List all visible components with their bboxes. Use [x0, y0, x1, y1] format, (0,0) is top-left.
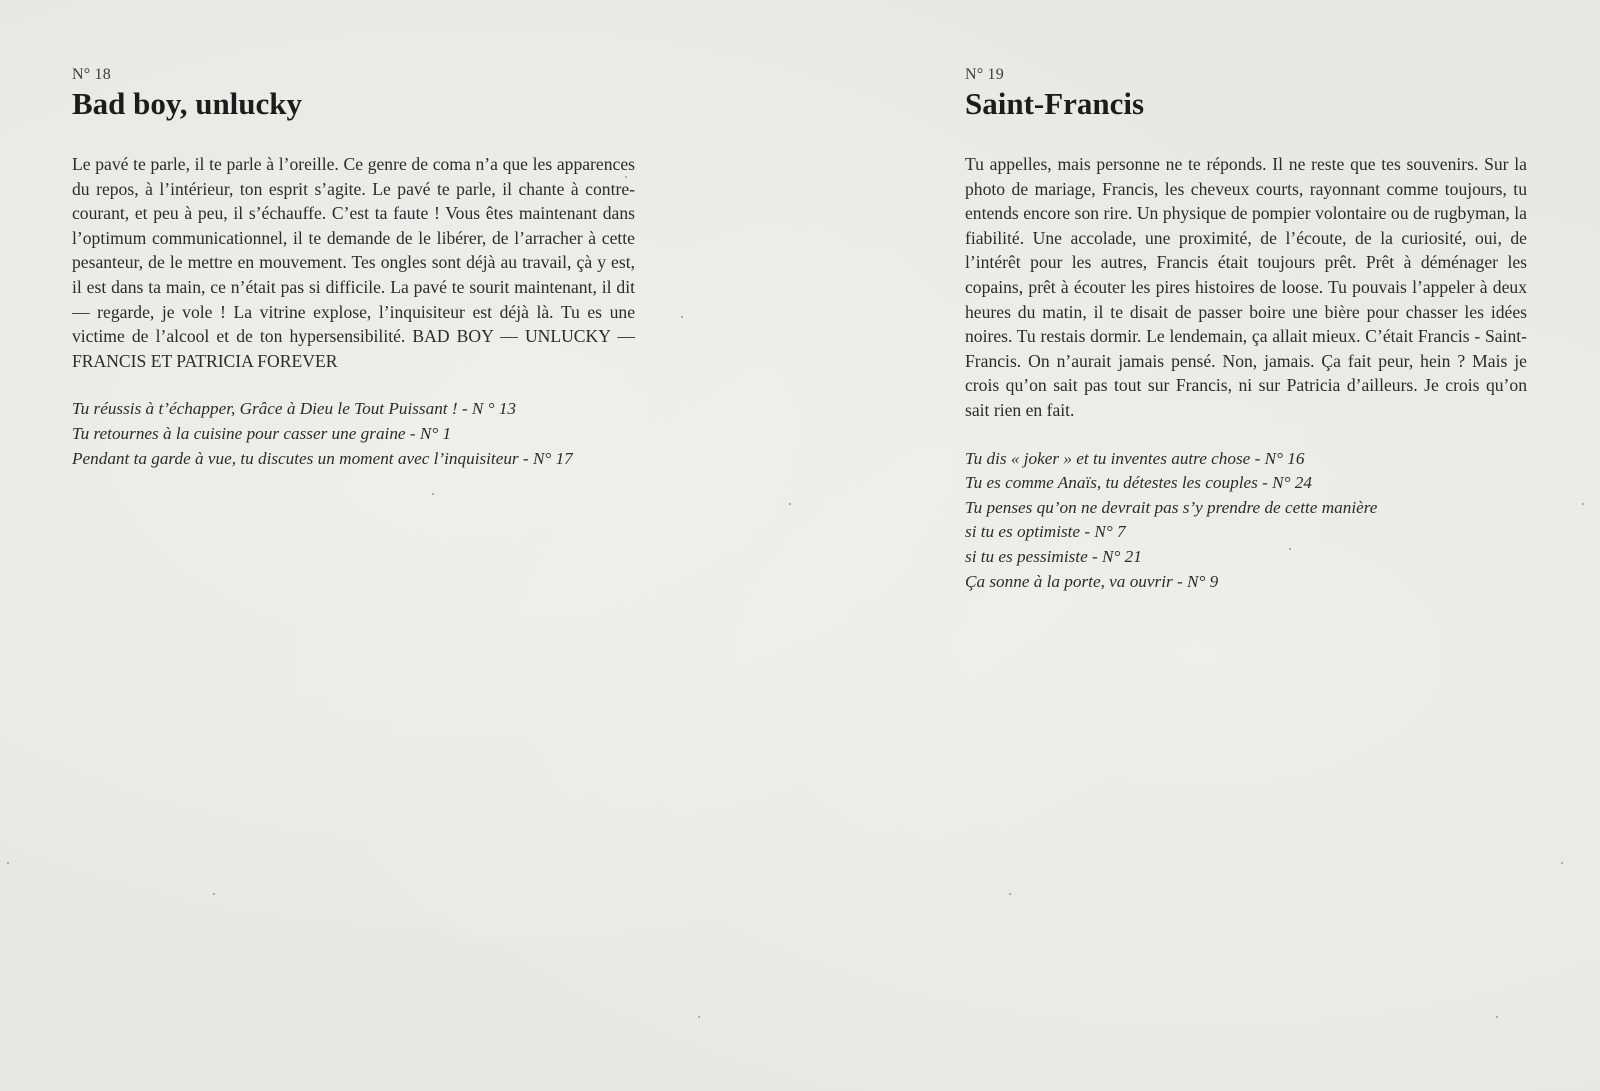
entry-title: Bad boy, unlucky: [72, 86, 303, 121]
choice-item[interactable]: Tu réussis à t’échapper, Grâce à Dieu le Tout Puissant ! - N ° 13: [72, 399, 517, 419]
choice-item[interactable]: Pendant ta garde à vue, tu discutes un moment avec l’inquisiteur - N° 17: [72, 448, 573, 468]
choice-item[interactable]: Tu penses qu’on ne devrait pas s’y prendre de cette manière: [965, 497, 1378, 517]
left-page: [72, 66, 635, 471]
entry-body: Le pavé te parle, il te parle à l’oreille. Ce genre de coma n’a que les apparences du repos, à l’intérieur, ton esprit s’agite. Le pavé te parle, il chante à contre-courant, et peu à peu, il s’échauffe. C’est ta faute ! Vous êtes maintenant dans l’optimum communicationnel, il te demande de le libérer, de l’arracher à cette pesanteur, de le mettre en mouvement. Tes ongles sont déjà au travail, çà y est, il est dans ta main, ce n’était pas si difficile. La pavé te sourit maintenant, il dit — regarde, je vole ! La vitrine explose, l’inquisiteur est déjà là. Tu es une victime de l’alcool et de ton hypersensibilité. BAD BOY — UNLUCKY — FRANCIS ET PATRICIA FOREVER: [72, 154, 635, 371]
entry-number: N° 18: [72, 66, 111, 83]
choice-item[interactable]: Tu es comme Anaïs, tu détestes les couples - N° 24: [965, 473, 1312, 493]
choice-item[interactable]: Tu dis « joker » et tu inventes autre chose - N° 16: [965, 448, 1305, 468]
choice-list: [72, 397, 635, 471]
entry-number: N° 19: [965, 66, 1004, 83]
choice-item[interactable]: si tu es optimiste - N° 7: [965, 522, 1126, 542]
choice-item[interactable]: Ça sonne à la porte, va ouvrir - N° 9: [965, 571, 1219, 591]
choice-list: [965, 447, 1527, 595]
right-page: [965, 66, 1527, 594]
entry-title: Saint-Francis: [965, 86, 1145, 121]
choice-item[interactable]: si tu es pessimiste - N° 21: [965, 546, 1142, 566]
entry-body: Tu appelles, mais personne ne te réponds. Il ne reste que tes souvenirs. Sur la photo de mariage, Francis, les cheveux courts, rayonnant comme toujours, tu entends encore son rire. Un physique de pompier volontaire ou de rugbyman, la fiabilité. Une accolade, une proximité, de l’écoute, de la curiosité, oui, de l’intérêt pour les autres, Francis était toujours prêt. Prêt à déménager les copains, prêt à écouter les pires histoires de loose. Tu pouvais l’appeler à deux heures du matin, il te disait de passer boire une bière pour chasser les idées noires. Tu restais dormir. Le lendemain, ça allait mieux. C’était Francis - Saint-Francis. On n’aurait jamais pensé. Non, jamais. Ça fait peur, hein ? Mais je crois qu’on sait pas tout sur Francis, ni sur Patricia d’ailleurs. Je crois qu’on sait rien en fait.: [965, 154, 1527, 420]
choice-item[interactable]: Tu retournes à la cuisine pour casser une graine - N° 1: [72, 423, 452, 443]
